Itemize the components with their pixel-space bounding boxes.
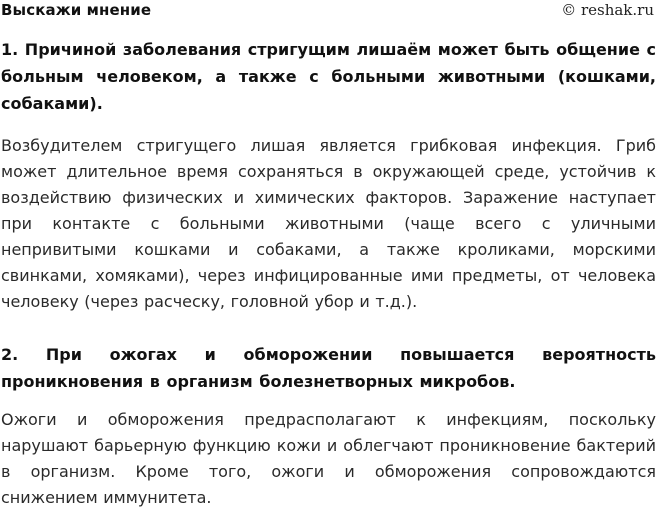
watermark: © reshak.ru [561, 1, 654, 19]
answer-1: Возбудителем стригущего лишая является грибковая инфекция. Гриб может длительное время сохраняться в окружающей среде, устойчив к воздействию физических и химических факторов. Заражение наступает при контакте с больными животными (чаще всего с уличными непривитыми кошками и собаками, а также кроликами, морскими свинками, хомяками), через инфицированные ими предметы, от человека человеку (через расческу, головной убор и т.д.). [1, 136, 656, 311]
page-title: Выскажи мнение [1, 1, 152, 19]
question-2: 2. При ожогах и обморожении повышается вероятность проникновения в организм болезнетворных микробов. [1, 345, 656, 391]
question-1: 1. Причиной заболевания стригущим лишаём может быть общение с больным человеком, а также с больными животными (кошками, собаками). [1, 40, 656, 113]
answer-2: Ожоги и обморожения предрасполагают к инфекциям, поскольку нарушают барьерную функцию кожи и облегчают проникновение бактерий в организм. Кроме того, ожоги и обморожения сопровождаются снижением иммунитета. [1, 410, 656, 507]
